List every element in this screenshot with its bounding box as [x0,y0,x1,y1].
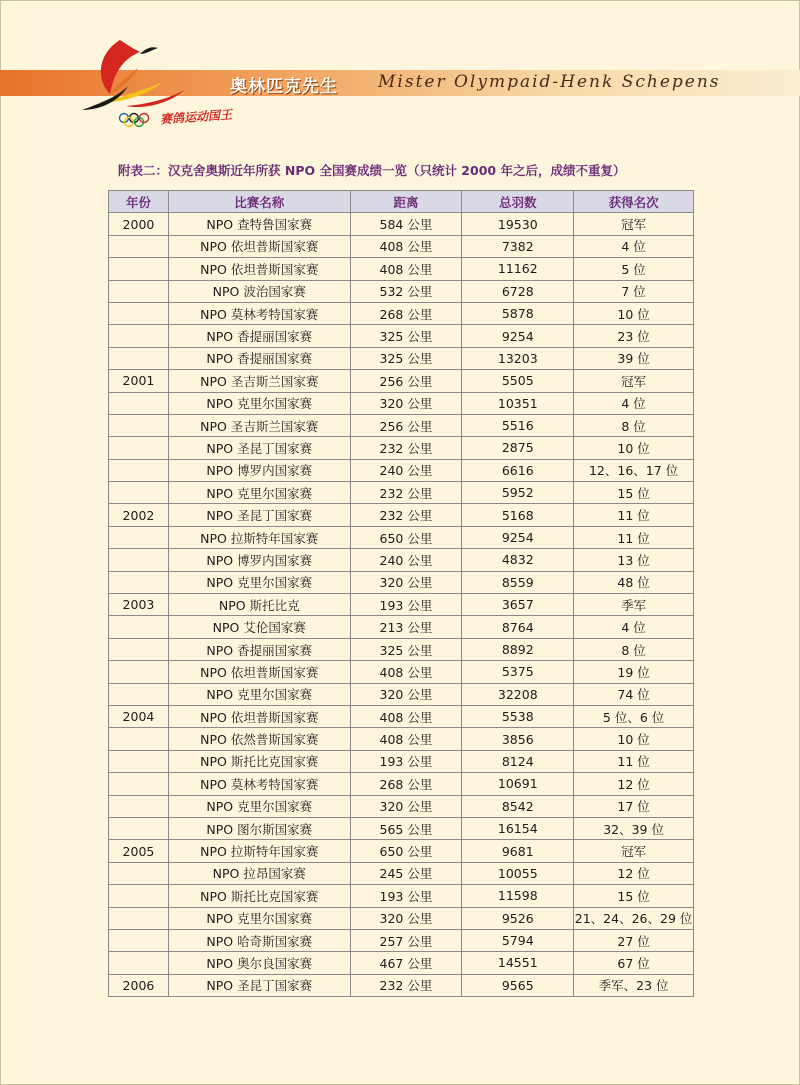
distance-cell: 320 公里 [350,571,462,593]
placing-cell: 11 位 [574,750,694,772]
race-name-cell: NPO 拉斯特年国家赛 [168,840,350,862]
placing-cell: 21、24、26、29 位 [574,907,694,929]
race-name-cell: NPO 艾伦国家赛 [168,616,350,638]
total-birds-cell: 7382 [462,235,574,257]
table-row [109,482,694,504]
placing-cell: 15 位 [574,885,694,907]
total-birds-cell: 2875 [462,437,574,459]
year-cell: 2005 [109,840,169,862]
placing-cell: 12 位 [574,862,694,884]
placing-cell: 冠军 [574,840,694,862]
distance-cell: 584 公里 [350,213,462,235]
placing-cell: 39 位 [574,347,694,369]
table-row [109,773,694,795]
placing-cell: 4 位 [574,616,694,638]
year-cell [109,616,169,638]
placing-cell: 48 位 [574,571,694,593]
year-cell [109,750,169,772]
distance-cell: 240 公里 [350,549,462,571]
total-birds-cell: 9681 [462,840,574,862]
year-cell [109,325,169,347]
table-row [109,213,694,235]
year-cell [109,437,169,459]
total-birds-cell: 10691 [462,773,574,795]
race-name-cell: NPO 圣昆丁国家赛 [168,974,350,996]
total-birds-cell: 16154 [462,817,574,839]
total-birds-cell: 10351 [462,392,574,414]
distance-cell: 650 公里 [350,840,462,862]
placing-cell: 10 位 [574,437,694,459]
total-birds-cell: 6616 [462,459,574,481]
race-name-cell: NPO 莫林考特国家赛 [168,302,350,324]
distance-cell: 240 公里 [350,459,462,481]
header-title-en: Mister Olympaid-Henk Schepens [378,72,721,92]
table-row [109,840,694,862]
distance-cell: 256 公里 [350,370,462,392]
total-birds-cell: 9565 [462,974,574,996]
distance-cell: 268 公里 [350,773,462,795]
race-name-cell: NPO 圣昆丁国家赛 [168,437,350,459]
year-cell [109,661,169,683]
distance-cell: 408 公里 [350,258,462,280]
placing-cell: 8 位 [574,638,694,660]
table-row [109,549,694,571]
placing-cell: 19 位 [574,661,694,683]
total-birds-cell: 3657 [462,594,574,616]
total-birds-cell: 5375 [462,661,574,683]
race-name-cell: NPO 斯托比克 [168,594,350,616]
race-name-cell: NPO 圣吉斯兰国家赛 [168,370,350,392]
total-birds-cell: 11598 [462,885,574,907]
distance-cell: 320 公里 [350,907,462,929]
placing-cell: 27 位 [574,929,694,951]
total-birds-cell: 8559 [462,571,574,593]
distance-cell: 193 公里 [350,594,462,616]
table-row [109,705,694,727]
race-name-cell: NPO 克里尔国家赛 [168,571,350,593]
distance-cell: 257 公里 [350,929,462,951]
race-name-cell: NPO 香提丽国家赛 [168,325,350,347]
race-name-cell: NPO 奥尔良国家赛 [168,952,350,974]
distance-cell: 532 公里 [350,280,462,302]
total-birds-cell: 13203 [462,347,574,369]
header-total-birds: 总羽数 [462,191,574,213]
placing-cell: 11 位 [574,526,694,548]
total-birds-cell: 9526 [462,907,574,929]
race-name-cell: NPO 博罗内国家赛 [168,459,350,481]
race-name-cell: NPO 克里尔国家赛 [168,482,350,504]
total-birds-cell: 10055 [462,862,574,884]
total-birds-cell: 5794 [462,929,574,951]
year-cell [109,549,169,571]
race-name-cell: NPO 圣吉斯兰国家赛 [168,414,350,436]
table-row [109,437,694,459]
year-cell [109,929,169,951]
placing-cell: 15 位 [574,482,694,504]
placing-cell: 13 位 [574,549,694,571]
total-birds-cell: 5878 [462,302,574,324]
total-birds-cell: 9254 [462,526,574,548]
distance-cell: 408 公里 [350,728,462,750]
distance-cell: 213 公里 [350,616,462,638]
race-name-cell: NPO 莫林考特国家赛 [168,773,350,795]
placing-cell: 冠军 [574,213,694,235]
table-row [109,638,694,660]
placing-cell: 4 位 [574,235,694,257]
race-name-cell: NPO 拉昂国家赛 [168,862,350,884]
placing-cell: 67 位 [574,952,694,974]
total-birds-cell: 8892 [462,638,574,660]
distance-cell: 320 公里 [350,683,462,705]
race-name-cell: NPO 圣昆丁国家赛 [168,504,350,526]
year-cell [109,347,169,369]
race-name-cell: NPO 拉斯特年国家赛 [168,526,350,548]
year-cell [109,526,169,548]
table-row [109,347,694,369]
placing-cell: 10 位 [574,728,694,750]
race-name-cell: NPO 斯托比克国家赛 [168,750,350,772]
table-body [109,213,694,997]
placing-cell: 74 位 [574,683,694,705]
table-row [109,459,694,481]
year-cell [109,459,169,481]
table-row [109,526,694,548]
total-birds-cell: 9254 [462,325,574,347]
race-name-cell: NPO 哈奇斯国家赛 [168,929,350,951]
distance-cell: 256 公里 [350,414,462,436]
year-cell [109,638,169,660]
year-cell [109,795,169,817]
table-row [109,280,694,302]
race-name-cell: NPO 博罗内国家赛 [168,549,350,571]
year-cell: 2004 [109,705,169,727]
table-row [109,370,694,392]
table-row [109,952,694,974]
placing-cell: 5 位 [574,258,694,280]
distance-cell: 565 公里 [350,817,462,839]
table-row [109,392,694,414]
total-birds-cell: 19530 [462,213,574,235]
total-birds-cell: 32208 [462,683,574,705]
distance-cell: 408 公里 [350,235,462,257]
race-name-cell: NPO 依坦普斯国家赛 [168,235,350,257]
table-row [109,974,694,996]
year-cell [109,773,169,795]
placing-cell: 12 位 [574,773,694,795]
distance-cell: 245 公里 [350,862,462,884]
year-cell: 2003 [109,594,169,616]
header-distance: 距离 [350,191,462,213]
header-title-cn: 奥林匹克先生 [230,77,338,97]
race-name-cell: NPO 依坦普斯国家赛 [168,661,350,683]
distance-cell: 325 公里 [350,638,462,660]
race-name-cell: NPO 克里尔国家赛 [168,795,350,817]
race-name-cell: NPO 香提丽国家赛 [168,638,350,660]
distance-cell: 232 公里 [350,437,462,459]
distance-cell: 193 公里 [350,885,462,907]
table-row [109,750,694,772]
distance-cell: 232 公里 [350,482,462,504]
total-birds-cell: 8542 [462,795,574,817]
race-name-cell: NPO 依坦普斯国家赛 [168,705,350,727]
table-header-row [109,191,694,213]
total-birds-cell: 3856 [462,728,574,750]
table-row [109,817,694,839]
race-name-cell: NPO 斯托比克国家赛 [168,885,350,907]
race-name-cell: NPO 依然普斯国家赛 [168,728,350,750]
table-row [109,728,694,750]
year-cell [109,258,169,280]
year-cell [109,235,169,257]
placing-cell: 10 位 [574,302,694,324]
results-table [108,190,694,997]
table-caption: 附表二：汉克舍奥斯近年所获 NPO 全国赛成绩一览（只统计 2000 年之后，成绩不重复） [118,163,626,178]
year-cell [109,280,169,302]
race-name-cell: NPO 克里尔国家赛 [168,392,350,414]
year-cell [109,728,169,750]
distance-cell: 325 公里 [350,347,462,369]
year-cell [109,907,169,929]
placing-cell: 8 位 [574,414,694,436]
total-birds-cell: 5168 [462,504,574,526]
total-birds-cell: 5538 [462,705,574,727]
placing-cell: 季军、23 位 [574,974,694,996]
distance-cell: 232 公里 [350,974,462,996]
table-row [109,235,694,257]
placing-cell: 11 位 [574,504,694,526]
table-row [109,258,694,280]
placing-cell: 7 位 [574,280,694,302]
total-birds-cell: 4832 [462,549,574,571]
year-cell [109,571,169,593]
placing-cell: 4 位 [574,392,694,414]
race-name-cell: NPO 克里尔国家赛 [168,907,350,929]
race-name-cell: NPO 香提丽国家赛 [168,347,350,369]
distance-cell: 320 公里 [350,795,462,817]
table-row [109,302,694,324]
placing-cell: 17 位 [574,795,694,817]
distance-cell: 320 公里 [350,392,462,414]
race-name-cell: NPO 克里尔国家赛 [168,683,350,705]
race-name-cell: NPO 波治国家赛 [168,280,350,302]
distance-cell: 467 公里 [350,952,462,974]
year-cell [109,482,169,504]
year-cell: 2000 [109,213,169,235]
table-row [109,594,694,616]
year-cell: 2001 [109,370,169,392]
total-birds-cell: 5516 [462,414,574,436]
distance-cell: 325 公里 [350,325,462,347]
distance-cell: 650 公里 [350,526,462,548]
table-row [109,571,694,593]
placing-cell: 12、16、17 位 [574,459,694,481]
table-row [109,683,694,705]
table-row [109,885,694,907]
year-cell [109,414,169,436]
table-row [109,929,694,951]
table-row [109,414,694,436]
year-cell [109,862,169,884]
year-cell [109,302,169,324]
total-birds-cell: 11162 [462,258,574,280]
header-placing: 获得名次 [574,191,694,213]
total-birds-cell: 14551 [462,952,574,974]
table-row [109,504,694,526]
year-cell: 2006 [109,974,169,996]
table-row [109,661,694,683]
placing-cell: 冠军 [574,370,694,392]
year-cell [109,885,169,907]
distance-cell: 408 公里 [350,705,462,727]
year-cell: 2002 [109,504,169,526]
year-cell [109,817,169,839]
table-row [109,795,694,817]
placing-cell: 季军 [574,594,694,616]
race-name-cell: NPO 依坦普斯国家赛 [168,258,350,280]
race-name-cell: NPO 图尔斯国家赛 [168,817,350,839]
year-cell [109,392,169,414]
total-birds-cell: 8764 [462,616,574,638]
total-birds-cell: 5505 [462,370,574,392]
distance-cell: 232 公里 [350,504,462,526]
placing-cell: 23 位 [574,325,694,347]
table-row [109,325,694,347]
total-birds-cell: 6728 [462,280,574,302]
header-race-name: 比赛名称 [168,191,350,213]
race-name-cell: NPO 查特鲁国家赛 [168,213,350,235]
total-birds-cell: 5952 [462,482,574,504]
year-cell [109,683,169,705]
distance-cell: 193 公里 [350,750,462,772]
distance-cell: 268 公里 [350,302,462,324]
distance-cell: 408 公里 [350,661,462,683]
tagline: 赛鸽运动国王 [159,107,233,127]
table-row [109,907,694,929]
total-birds-cell: 8124 [462,750,574,772]
placing-cell: 5 位、6 位 [574,705,694,727]
placing-cell: 32、39 位 [574,817,694,839]
table-row [109,616,694,638]
table-row [109,862,694,884]
header-year: 年份 [109,191,169,213]
year-cell [109,952,169,974]
